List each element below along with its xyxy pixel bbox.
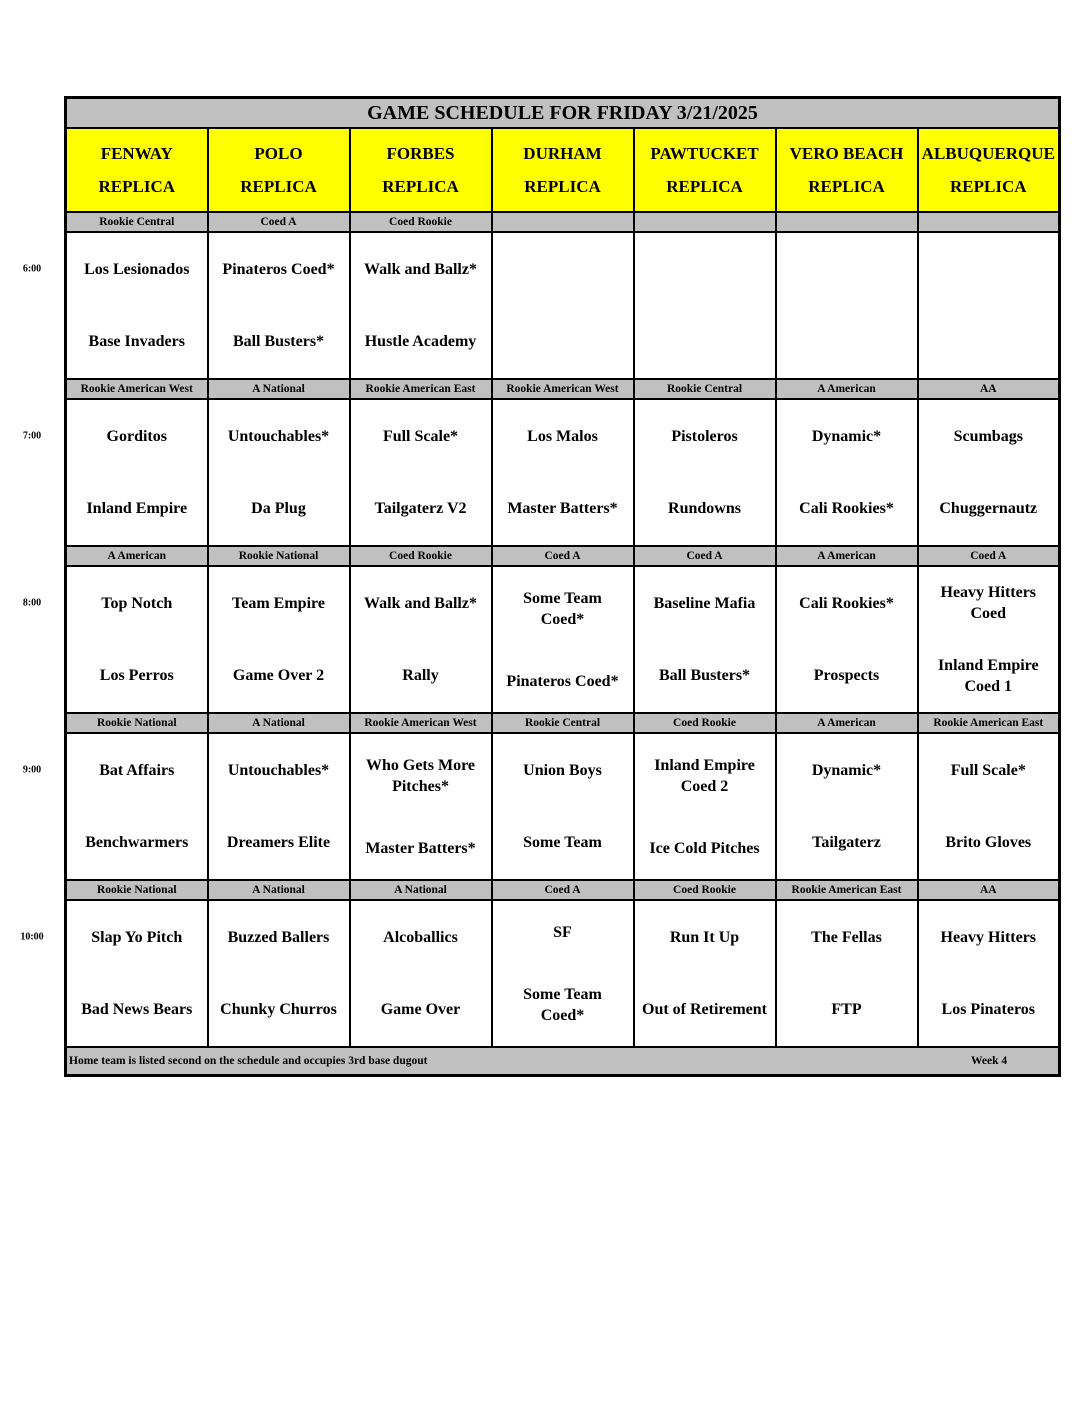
game-cell — [492, 566, 634, 713]
away-team: Untouchables* — [227, 761, 330, 779]
game-cell — [776, 900, 918, 1047]
division-label: Coed A — [634, 546, 776, 566]
away-team: SF — [553, 923, 572, 941]
home-team-note: Home team is listed second on the schedule and occupies 3rd base dugout — [69, 1055, 428, 1067]
home-team: Tailgaterz — [812, 834, 881, 852]
away-team: Heavy Hitters Coed — [940, 584, 1037, 623]
away-team: Who Gets More Pitches* — [365, 756, 475, 795]
field-name: POLO — [254, 144, 303, 163]
time-slot-label: 6:00 — [22, 263, 42, 275]
home-team: Inland Empire Coed 1 — [937, 656, 1039, 695]
game-cell — [918, 566, 1060, 713]
field-header — [208, 128, 350, 212]
division-label: A National — [208, 379, 350, 399]
away-team: Bat Affairs — [99, 761, 175, 779]
home-team: Master Batters* — [507, 500, 618, 518]
game-cell — [776, 566, 918, 713]
away-team: Slap Yo Pitch — [91, 928, 183, 946]
game-cell — [634, 733, 776, 880]
field-name: ALBUQUERQUE — [921, 144, 1055, 163]
game-cell — [208, 399, 350, 546]
home-team: Rally — [402, 667, 439, 685]
division-label: Coed A — [492, 880, 634, 900]
game-cell — [208, 733, 350, 880]
field-header — [350, 128, 492, 212]
home-team: Rundowns — [668, 500, 741, 518]
game-cell — [492, 900, 634, 1047]
division-label: Rookie American East — [776, 880, 918, 900]
away-team: Gorditos — [106, 427, 167, 445]
home-team: Inland Empire — [86, 500, 188, 518]
division-label: Coed Rookie — [350, 546, 492, 566]
field-header — [776, 128, 918, 212]
field-name: PAWTUCKET — [650, 144, 759, 163]
field-subtitle: REPLICA — [666, 177, 743, 196]
division-row — [66, 546, 1060, 566]
division-label: Coed Rookie — [634, 713, 776, 733]
home-team: FTP — [831, 1001, 862, 1019]
home-team: Benchwarmers — [85, 834, 189, 852]
division-label: Rookie American West — [492, 379, 634, 399]
field-name: VERO BEACH — [789, 144, 904, 163]
game-cell — [208, 900, 350, 1047]
division-label: Coed A — [208, 212, 350, 232]
home-team: Cali Rookies* — [799, 500, 894, 518]
game-row — [66, 399, 1060, 546]
game-cell — [776, 232, 918, 379]
footer-row — [66, 1047, 1060, 1076]
division-label: Rookie American West — [350, 713, 492, 733]
week-label: Week 4 — [971, 1055, 1008, 1067]
home-team: Base Invaders — [88, 333, 185, 351]
game-cell — [634, 566, 776, 713]
home-team: Prospects — [813, 667, 880, 685]
division-label: Rookie National — [66, 880, 208, 900]
away-team: Dynamic* — [811, 761, 882, 779]
division-label: Rookie Central — [66, 212, 208, 232]
away-team: Top Notch — [101, 594, 173, 612]
division-label: Coed A — [918, 546, 1060, 566]
game-cell — [492, 232, 634, 379]
game-cell — [918, 733, 1060, 880]
away-team: Inland Empire Coed 2 — [654, 756, 755, 795]
footer-cell — [66, 1047, 1060, 1076]
field-name: FORBES — [386, 144, 455, 163]
game-cell — [350, 566, 492, 713]
schedule-title: GAME SCHEDULE FOR FRIDAY 3/21/2025 — [66, 98, 1060, 129]
field-header — [492, 128, 634, 212]
away-team: Walk and Ballz* — [364, 594, 477, 612]
game-row — [66, 900, 1060, 1047]
game-cell — [918, 900, 1060, 1047]
away-team: Union Boys — [523, 761, 602, 779]
home-team: Some Team — [523, 834, 602, 852]
division-label: Rookie Central — [492, 713, 634, 733]
away-team: Heavy Hitters — [940, 928, 1037, 946]
game-cell — [634, 232, 776, 379]
division-row — [66, 880, 1060, 900]
game-cell — [776, 733, 918, 880]
division-label: A National — [350, 880, 492, 900]
home-team: Game Over — [380, 1001, 461, 1019]
time-slot-label: 8:00 — [22, 597, 42, 609]
away-team: Los Lesionados — [84, 260, 190, 278]
game-cell — [66, 733, 208, 880]
game-cell — [208, 566, 350, 713]
field-header-row — [66, 128, 1060, 212]
away-team: Walk and Ballz* — [364, 260, 477, 278]
division-label: A National — [208, 713, 350, 733]
game-cell — [350, 232, 492, 379]
home-team: Ball Busters* — [232, 333, 325, 351]
game-cell — [66, 566, 208, 713]
division-label — [776, 212, 918, 232]
game-cell — [492, 399, 634, 546]
game-cell — [350, 733, 492, 880]
field-subtitle: REPLICA — [382, 177, 459, 196]
time-slot-label: 10:00 — [20, 931, 44, 943]
away-team: The Fellas — [811, 928, 882, 946]
division-label: A American — [776, 713, 918, 733]
home-team: Ice Cold Pitches — [649, 839, 760, 857]
game-schedule-table — [64, 96, 1061, 1077]
division-row — [66, 379, 1060, 399]
home-team: Game Over 2 — [232, 667, 325, 685]
away-team: Baseline Mafia — [653, 594, 756, 612]
title-row — [66, 98, 1060, 129]
division-label — [634, 212, 776, 232]
division-label: Rookie American West — [66, 379, 208, 399]
away-team: Some Team Coed* — [523, 589, 602, 628]
game-row — [66, 733, 1060, 880]
game-cell — [350, 900, 492, 1047]
away-team: Run It Up — [669, 928, 740, 946]
home-team: Ball Busters* — [658, 667, 751, 685]
away-team: Pinateros Coed* — [222, 260, 335, 278]
home-team: Los Pinateros — [941, 1001, 1035, 1019]
field-subtitle: REPLICA — [240, 177, 317, 196]
game-cell — [66, 232, 208, 379]
home-team: Some Team Coed* — [523, 985, 602, 1024]
field-header — [918, 128, 1060, 212]
home-team: Chuggernautz — [939, 500, 1038, 518]
field-header — [634, 128, 776, 212]
division-label: Rookie National — [66, 713, 208, 733]
away-team: Buzzed Ballers — [227, 928, 330, 946]
home-team: Da Plug — [251, 500, 306, 518]
away-team: Pistoleros — [671, 427, 738, 445]
game-cell — [918, 232, 1060, 379]
game-cell — [918, 399, 1060, 546]
division-label — [918, 212, 1060, 232]
away-team: Alcoballics — [383, 928, 458, 946]
division-label: Coed Rookie — [350, 212, 492, 232]
division-label: Coed Rookie — [634, 880, 776, 900]
home-team: Master Batters* — [365, 839, 476, 857]
time-slot-label: 7:00 — [22, 430, 42, 442]
game-cell — [634, 399, 776, 546]
game-cell — [776, 399, 918, 546]
away-team: Full Scale* — [950, 761, 1026, 779]
game-cell — [492, 733, 634, 880]
division-row — [66, 713, 1060, 733]
game-row — [66, 232, 1060, 379]
game-cell — [350, 399, 492, 546]
home-team: Los Perros — [99, 667, 174, 685]
away-team: Dynamic* — [811, 427, 882, 445]
field-subtitle: REPLICA — [98, 177, 175, 196]
field-name: FENWAY — [100, 144, 173, 163]
home-team: Bad News Bears — [81, 1001, 193, 1019]
field-subtitle: REPLICA — [524, 177, 601, 196]
home-team: Hustle Academy — [364, 333, 477, 351]
division-label: A American — [776, 379, 918, 399]
home-team: Dreamers Elite — [226, 834, 331, 852]
division-label: Coed A — [492, 546, 634, 566]
away-team: Untouchables* — [227, 427, 330, 445]
division-label: Rookie American East — [918, 713, 1060, 733]
division-label: A National — [208, 880, 350, 900]
game-cell — [66, 900, 208, 1047]
game-cell — [66, 399, 208, 546]
division-label: Rookie American East — [350, 379, 492, 399]
home-team: Brito Gloves — [945, 834, 1032, 852]
division-label: Rookie National — [208, 546, 350, 566]
field-subtitle: REPLICA — [950, 177, 1027, 196]
away-team: Full Scale* — [382, 427, 459, 445]
game-cell — [634, 900, 776, 1047]
division-label: A American — [776, 546, 918, 566]
division-label: AA — [918, 880, 1060, 900]
field-name: DURHAM — [523, 144, 602, 163]
division-label — [492, 212, 634, 232]
game-cell — [208, 232, 350, 379]
field-header — [66, 128, 208, 212]
away-team: Los Malos — [527, 427, 598, 445]
time-slot-label: 9:00 — [22, 764, 42, 776]
away-team: Scumbags — [953, 427, 1023, 445]
home-team: Chunky Churros — [220, 1001, 337, 1019]
division-label: AA — [918, 379, 1060, 399]
home-team: Tailgaterz V2 — [374, 500, 467, 518]
time-labels — [0, 0, 64, 1080]
away-team: Cali Rookies* — [799, 594, 894, 612]
away-team: Team Empire — [232, 594, 325, 612]
home-team: Out of Retirement — [642, 1001, 767, 1019]
division-row — [66, 212, 1060, 232]
division-label: A American — [66, 546, 208, 566]
game-row — [66, 566, 1060, 713]
division-label: Rookie Central — [634, 379, 776, 399]
home-team: Pinateros Coed* — [506, 672, 619, 690]
field-subtitle: REPLICA — [808, 177, 885, 196]
